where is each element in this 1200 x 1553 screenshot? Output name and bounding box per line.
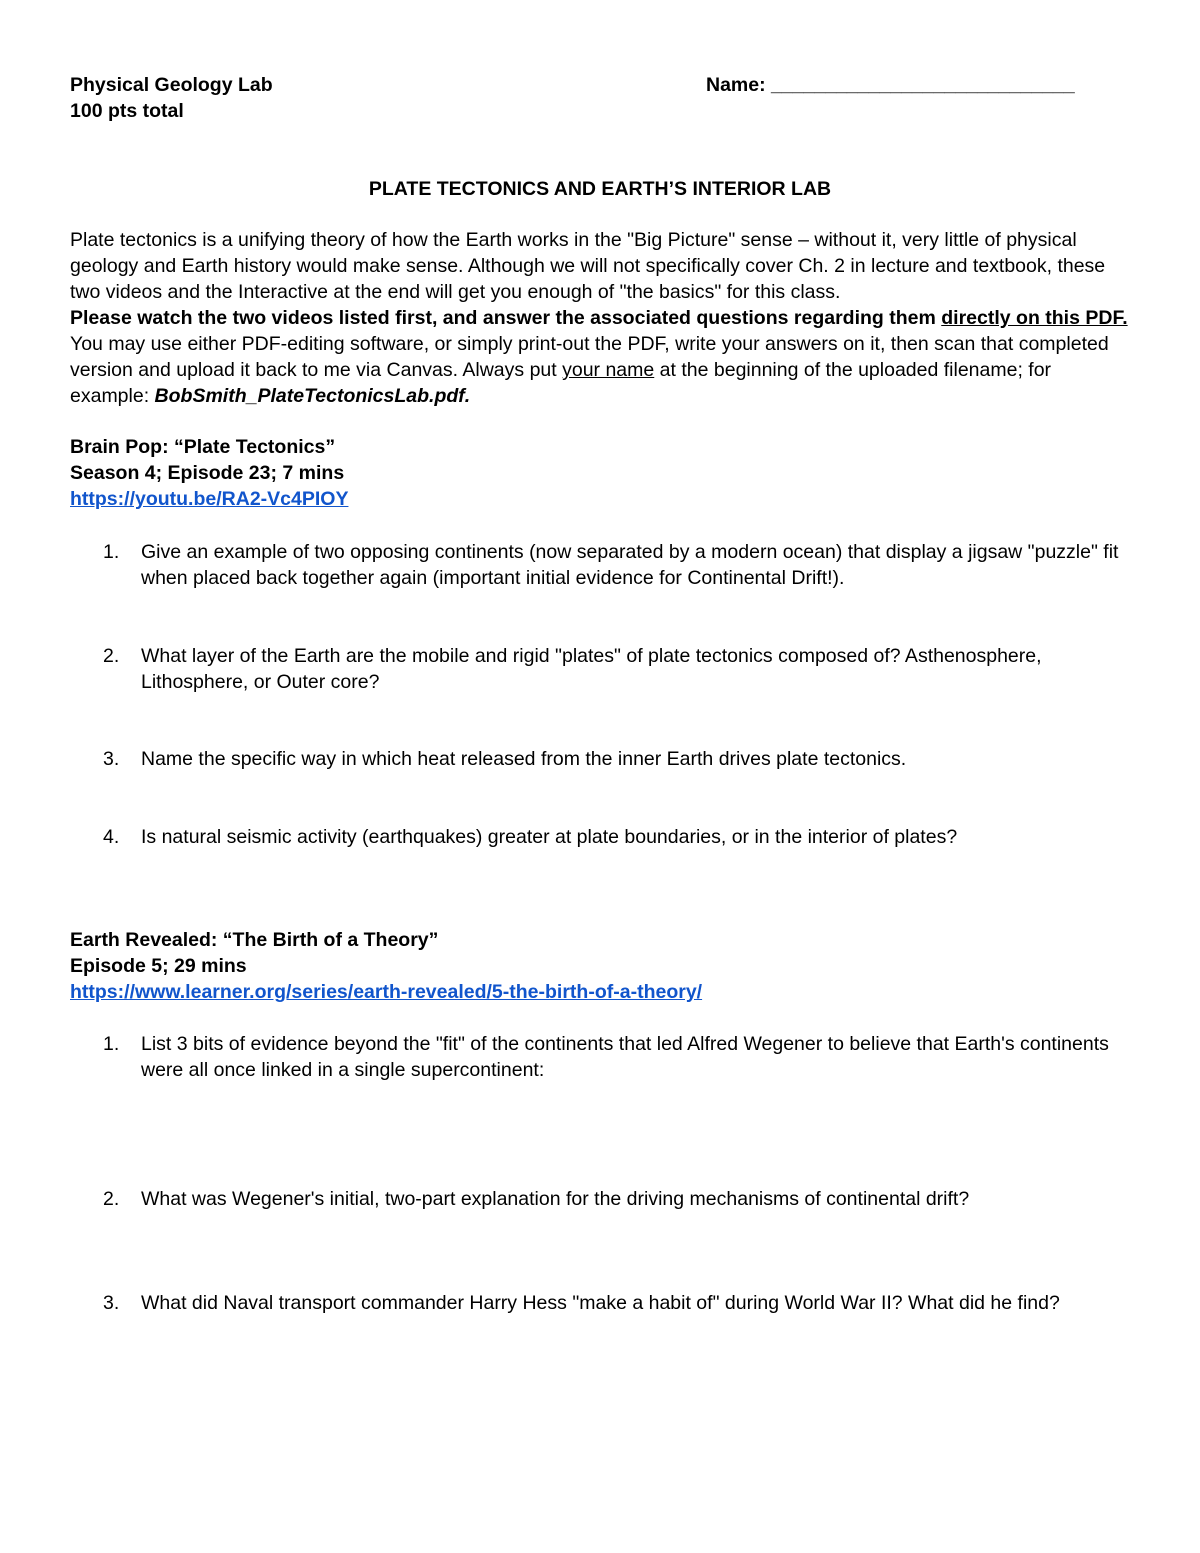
name-field: Name: ____________________________ — [706, 74, 1075, 96]
section1-question-4 — [103, 824, 1123, 850]
question-number: 3. — [103, 1292, 120, 1314]
section1-title: Brain Pop: “Plate Tectonics” — [70, 436, 336, 458]
section-brain-pop — [70, 434, 1135, 512]
intro-your-name: your name — [562, 359, 655, 381]
points-total: 100 pts total — [70, 100, 184, 122]
section1-link[interactable]: https://youtu.be/RA2-Vc4PIOY — [70, 488, 349, 510]
section2-question-2 — [103, 1186, 1123, 1212]
question-text: What was Wegener's initial, two-part explanation for the driving mechanisms of continental drift? — [141, 1188, 970, 1210]
intro-bold-underlined: directly on this PDF. — [941, 307, 1128, 329]
example-filename: BobSmith_PlateTectonicsLab.pdf. — [154, 385, 471, 407]
question-number: 2. — [103, 1188, 120, 1210]
intro-text-2: You may use either PDF-editing software, or simply print-out the PDF, write your answers on it, then scan that completed version and upload it back to me via Canvas. Always put — [70, 333, 1109, 381]
intro-text-3: at the beginning of the uploaded filename; for example: — [70, 359, 1052, 407]
question-text: List 3 bits of evidence beyond the "fit" of the continents that led Alfred Wegener to believe that Earth's continents were all once linked in a single supercontinent: — [141, 1033, 1109, 1081]
header-left — [70, 72, 273, 124]
section1-question-2 — [103, 643, 1123, 695]
section1-subtitle: Season 4; Episode 23; 7 mins — [70, 462, 345, 484]
page-title: PLATE TECTONICS AND EARTH’S INTERIOR LAB — [368, 178, 832, 200]
section2-link[interactable]: https://www.learner.org/series/earth-revealed/5-the-birth-of-a-theory/ — [70, 981, 703, 1003]
intro-text: Plate tectonics is a unifying theory of how the Earth works in the "Big Picture" sense – without it, very little of physical geology and Earth history would make sense. Although we will not specifically cover Ch. 2 in lecture and textbook, these two videos and the Interactive at the end will get you enough of "the basics" for this class. — [70, 229, 1106, 303]
question-text: Is natural seismic activity (earthquakes) greater at plate boundaries, or in the interior of plates? — [141, 826, 958, 848]
question-text: What layer of the Earth are the mobile and rigid "plates" of plate tectonics composed of? Asthenosphere, Lithosphere, or Outer core? — [141, 645, 1042, 693]
section2-title: Earth Revealed: “The Birth of a Theory” — [70, 929, 439, 951]
section1-question-3 — [103, 746, 1123, 772]
intro-paragraph — [70, 227, 1135, 409]
intro-bold-instruction: Please watch the two videos listed first, and answer the associated questions regarding them — [70, 307, 936, 329]
section2-question-1 — [103, 1031, 1123, 1083]
question-number: 1. — [103, 1033, 120, 1055]
section2-subtitle: Episode 5; 29 mins — [70, 955, 247, 977]
question-number: 3. — [103, 748, 120, 770]
question-number: 2. — [103, 645, 120, 667]
course-title: Physical Geology Lab — [70, 74, 273, 96]
section2-question-3 — [103, 1290, 1123, 1316]
question-text: Name the specific way in which heat released from the inner Earth drives plate tectonics. — [141, 748, 907, 770]
section-earth-revealed — [70, 927, 1135, 1005]
question-text: What did Naval transport commander Harry Hess "make a habit of" during World War II? What did he find? — [141, 1292, 1060, 1314]
question-number: 1. — [103, 541, 120, 563]
section1-question-1 — [103, 539, 1123, 591]
question-number: 4. — [103, 826, 120, 848]
question-text: Give an example of two opposing continents (now separated by a modern ocean) that display a jigsaw "puzzle" fit when placed back together again (important initial evidence for Continental Drift!). — [141, 541, 1119, 589]
